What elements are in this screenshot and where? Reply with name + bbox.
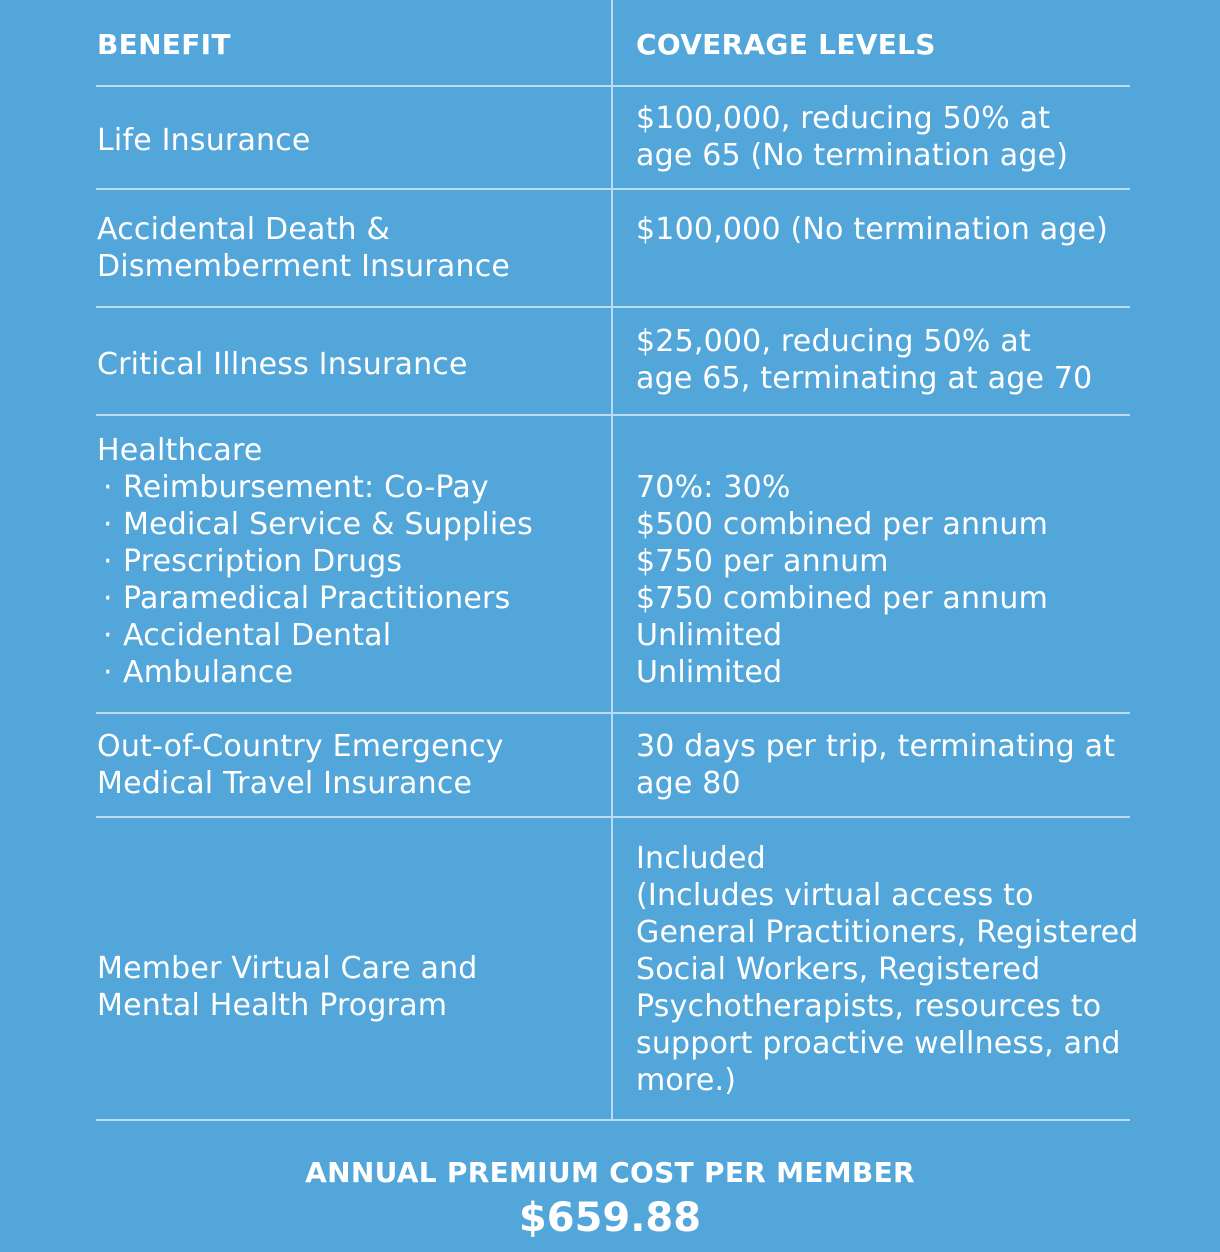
benefit-text: Accidental Death & (97, 212, 391, 247)
healthcare-item (97, 469, 533, 506)
coverage-text: support proactive wellness, and (636, 1026, 1121, 1061)
row-virtual-benefit (97, 950, 478, 1024)
benefit-text: Member Virtual Care and (97, 951, 478, 986)
coverage-text: age 65, terminating at age 70 (636, 361, 1093, 396)
coverage-text: Psychotherapists, resources to (636, 989, 1102, 1024)
coverage-text: 70%: 30% (636, 470, 791, 505)
row-healthcare-benefit (97, 432, 533, 691)
item-label: Paramedical Practitioners (123, 581, 511, 616)
benefit-text: Critical Illness Insurance (97, 347, 468, 382)
healthcare-item (97, 617, 533, 654)
premium-title: ANNUAL PREMIUM COST PER MEMBER (305, 1156, 915, 1189)
row-divider (96, 816, 1130, 818)
coverage-text: $750 combined per annum (636, 581, 1049, 616)
row-healthcare-coverage (636, 469, 1048, 691)
healthcare-item (97, 580, 533, 617)
item-label: Prescription Drugs (123, 544, 403, 579)
healthcare-item (97, 654, 533, 691)
column-divider (611, 0, 613, 1120)
row-life-coverage (636, 100, 1068, 174)
bullet: · (103, 544, 113, 579)
benefit-text: Mental Health Program (97, 988, 448, 1023)
healthcare-item (97, 543, 533, 580)
bullet: · (103, 470, 113, 505)
premium-price: $659.88 (518, 1195, 702, 1241)
coverage-text: Included (636, 841, 766, 876)
coverage-text: $750 per annum (636, 544, 889, 579)
item-label: Accidental Dental (123, 618, 392, 653)
bullet: · (103, 581, 113, 616)
item-label: Ambulance (123, 655, 294, 690)
row-divider (96, 414, 1130, 416)
coverage-text: 30 days per trip, terminating at (636, 729, 1116, 764)
row-add-coverage (636, 211, 1108, 248)
healthcare-item (97, 506, 533, 543)
row-add-benefit (97, 211, 510, 285)
coverage-text: age 80 (636, 766, 741, 801)
coverage-text: (Includes virtual access to (636, 878, 1034, 913)
row-travel-coverage (636, 728, 1115, 802)
row-divider (96, 188, 1130, 190)
coverage-text: $100,000, reducing 50% at (636, 101, 1051, 136)
coverage-text: General Practitioners, Registered (636, 915, 1139, 950)
row-divider (96, 85, 1130, 87)
item-label: Medical Service & Supplies (123, 507, 533, 542)
bullet: · (103, 507, 113, 542)
coverage-text: $100,000 (No termination age) (636, 212, 1109, 247)
coverage-text: $500 combined per annum (636, 507, 1049, 542)
coverage-text: age 65 (No termination age) (636, 138, 1069, 173)
benefit-text: Life Insurance (97, 123, 311, 158)
benefit-text: Out-of-Country Emergency (97, 729, 504, 764)
coverage-text: $25,000, reducing 50% at (636, 324, 1031, 359)
header-coverage: COVERAGE LEVELS (636, 28, 936, 61)
benefit-text: Dismemberment Insurance (97, 249, 511, 284)
row-divider (96, 306, 1130, 308)
bullet: · (103, 655, 113, 690)
coverage-text: Unlimited (636, 618, 783, 653)
row-travel-benefit (97, 728, 504, 802)
row-life-benefit (97, 122, 311, 159)
coverage-text: Social Workers, Registered (636, 952, 1041, 987)
row-virtual-coverage (636, 840, 1139, 1099)
coverage-text: Unlimited (636, 655, 783, 690)
benefit-text: Medical Travel Insurance (97, 766, 473, 801)
header-benefit: BENEFIT (97, 28, 231, 61)
bullet: · (103, 618, 113, 653)
coverage-text: more.) (636, 1063, 737, 1098)
row-critical-coverage (636, 323, 1092, 397)
row-divider (96, 1119, 1130, 1121)
row-critical-benefit (97, 346, 468, 383)
row-divider (96, 712, 1130, 714)
benefit-title: Healthcare (97, 433, 263, 468)
item-label: Reimbursement: Co-Pay (123, 470, 489, 505)
